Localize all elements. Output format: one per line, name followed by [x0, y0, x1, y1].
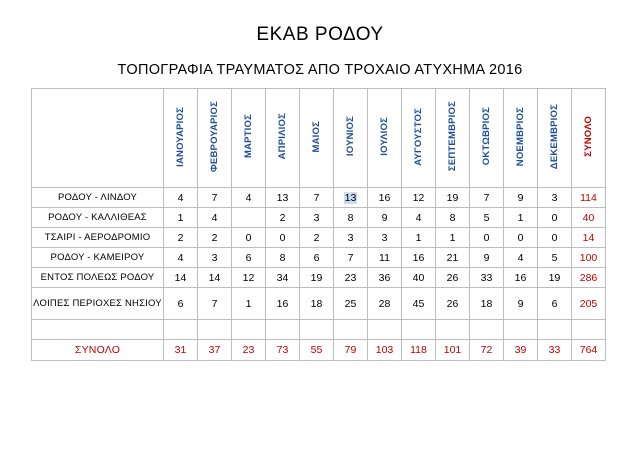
value-cell: 4	[504, 248, 538, 268]
value-cell: 4	[198, 208, 232, 228]
empty-cell	[504, 320, 538, 340]
value-cell: 26	[436, 288, 470, 320]
month-label: ΑΥΓΟΥΣΤΟΣ	[413, 107, 424, 166]
value-cell: 21	[436, 248, 470, 268]
value-cell: 55	[300, 340, 334, 361]
empty-cell	[198, 320, 232, 340]
value-cell	[334, 188, 368, 208]
table-row	[32, 268, 606, 288]
value-cell: 0	[470, 228, 504, 248]
header-month	[538, 89, 572, 188]
blank-row	[32, 320, 606, 340]
value-cell: 34	[266, 268, 300, 288]
header-month	[164, 89, 198, 188]
table-row	[32, 228, 606, 248]
value-cell: 37	[198, 340, 232, 361]
value-cell: 18	[300, 288, 334, 320]
value-cell: 79	[334, 340, 368, 361]
value-cell: 8	[334, 208, 368, 228]
value-cell: 6	[164, 288, 198, 320]
month-label: ΙΟΥΝΙΟΣ	[345, 116, 356, 157]
header-month	[470, 89, 504, 188]
value-cell: 16	[504, 268, 538, 288]
value-cell: 40	[402, 268, 436, 288]
value-cell: 0	[504, 228, 538, 248]
value-cell: 3	[198, 248, 232, 268]
header-month	[232, 89, 266, 188]
row-label: ΛΟΙΠΕΣ ΠΕΡΙΟΧΕΣ ΝΗΣΙΟΥ	[32, 288, 164, 320]
value-cell: 3	[368, 228, 402, 248]
month-label: ΔΕΚΕΜΒΡΙΟΣ	[549, 103, 560, 170]
value-cell: 18	[470, 288, 504, 320]
value-cell: 5	[470, 208, 504, 228]
month-label: ΜΑΡΤΙΟΣ	[243, 114, 254, 159]
header-month	[266, 89, 300, 188]
value-cell: 16	[402, 248, 436, 268]
value-cell: 1	[504, 208, 538, 228]
value-cell: 39	[504, 340, 538, 361]
value-cell: 4	[402, 208, 436, 228]
total-cell: 205	[572, 288, 606, 320]
value-cell: 9	[504, 288, 538, 320]
empty-cell	[334, 320, 368, 340]
total-row	[32, 340, 606, 361]
value-cell: 16	[368, 188, 402, 208]
month-label: ΦΕΒΡΟΥΑΡΙΟΣ	[209, 100, 220, 173]
value-cell: 0	[538, 228, 572, 248]
header-month	[402, 89, 436, 188]
value-cell: 0	[538, 208, 572, 228]
value-cell: 3	[334, 228, 368, 248]
value-cell	[232, 208, 266, 228]
value-cell: 8	[266, 248, 300, 268]
value-cell: 16	[266, 288, 300, 320]
row-label: ΡΟΔΟΥ - ΚΑΛΛΙΘΕΑΣ	[32, 208, 164, 228]
total-cell: 14	[572, 228, 606, 248]
header-month	[334, 89, 368, 188]
total-cell: 114	[572, 188, 606, 208]
empty-cell	[164, 320, 198, 340]
value-cell: 7	[470, 188, 504, 208]
month-label: ΟΚΤΩΒΡΙΟΣ	[481, 107, 492, 166]
value-cell: 31	[164, 340, 198, 361]
value-cell: 23	[232, 340, 266, 361]
value-cell: 45	[402, 288, 436, 320]
empty-cell	[232, 320, 266, 340]
value-cell: 19	[538, 268, 572, 288]
row-label: ΕΝΤΟΣ ΠΟΛΕΩΣ ΡΟΔΟΥ	[32, 268, 164, 288]
table-row	[32, 288, 606, 320]
value-cell: 2	[266, 208, 300, 228]
value-cell: 1	[164, 208, 198, 228]
value-cell: 26	[436, 268, 470, 288]
empty-cell	[436, 320, 470, 340]
table-row	[32, 208, 606, 228]
page-subtitle: ΤΟΠΟΓΡΑΦΙΑ ΤΡΑΥΜΑΤΟΣ ΑΠΟ ΤΡΟΧΑΙΟ ΑΤΥΧΗΜΑ 2016	[117, 62, 523, 78]
value-cell: 73	[266, 340, 300, 361]
value-cell: 36	[368, 268, 402, 288]
value-cell: 4	[164, 248, 198, 268]
month-label: ΙΟΥΛΙΟΣ	[379, 117, 390, 156]
value-cell: 14	[164, 268, 198, 288]
corner-cell	[32, 89, 164, 188]
header-month	[198, 89, 232, 188]
month-label: ΜΑΙΟΣ	[311, 120, 322, 153]
value-cell: 33	[470, 268, 504, 288]
total-cell: 286	[572, 268, 606, 288]
header-month	[504, 89, 538, 188]
value-cell: 118	[402, 340, 436, 361]
row-label: ΣΥΝΟΛΟ	[32, 340, 164, 361]
total-cell: 764	[572, 340, 606, 361]
empty-cell	[266, 320, 300, 340]
empty-cell	[402, 320, 436, 340]
total-cell: 40	[572, 208, 606, 228]
value-cell: 0	[232, 228, 266, 248]
value-cell: 6	[300, 248, 334, 268]
selected-value: 13	[344, 191, 357, 204]
row-label: ΤΣΑΙΡΙ - ΑΕΡΟΔΡΟΜΙΟ	[32, 228, 164, 248]
value-cell: 2	[300, 228, 334, 248]
value-cell: 1	[402, 228, 436, 248]
value-cell: 19	[436, 188, 470, 208]
value-cell: 7	[334, 248, 368, 268]
value-cell: 103	[368, 340, 402, 361]
month-label: ΝΟΕΜΒΡΙΟΣ	[515, 106, 526, 167]
total-cell: 100	[572, 248, 606, 268]
header-month	[436, 89, 470, 188]
value-cell: 9	[504, 188, 538, 208]
value-cell: 2	[198, 228, 232, 248]
value-cell: 13	[266, 188, 300, 208]
value-cell: 3	[300, 208, 334, 228]
empty-cell	[368, 320, 402, 340]
value-cell: 1	[436, 228, 470, 248]
value-cell: 7	[300, 188, 334, 208]
value-cell: 2	[164, 228, 198, 248]
table-row	[32, 248, 606, 268]
value-cell: 101	[436, 340, 470, 361]
value-cell: 6	[538, 288, 572, 320]
value-cell: 23	[334, 268, 368, 288]
value-cell: 28	[368, 288, 402, 320]
value-cell: 14	[198, 268, 232, 288]
value-cell: 9	[368, 208, 402, 228]
value-cell: 4	[232, 188, 266, 208]
empty-cell	[572, 320, 606, 340]
row-label: ΡΟΔΟΥ - ΚΑΜΕΙΡΟΥ	[32, 248, 164, 268]
value-cell: 11	[368, 248, 402, 268]
empty-cell	[32, 320, 164, 340]
value-cell: 19	[300, 268, 334, 288]
value-cell: 25	[334, 288, 368, 320]
header-month	[368, 89, 402, 188]
table-row	[32, 188, 606, 208]
month-label: ΣΕΠΤΕΜΒΡΙΟΣ	[447, 101, 458, 172]
value-cell: 0	[266, 228, 300, 248]
empty-cell	[538, 320, 572, 340]
value-cell: 4	[164, 188, 198, 208]
value-cell: 1	[232, 288, 266, 320]
empty-cell	[470, 320, 504, 340]
header-total	[572, 89, 606, 188]
value-cell: 9	[470, 248, 504, 268]
value-cell: 72	[470, 340, 504, 361]
value-cell: 6	[232, 248, 266, 268]
value-cell: 7	[198, 288, 232, 320]
data-table	[31, 88, 606, 361]
value-cell: 12	[232, 268, 266, 288]
empty-cell	[300, 320, 334, 340]
value-cell: 5	[538, 248, 572, 268]
month-label: ΑΠΡΙΛΙΟΣ	[277, 113, 288, 160]
value-cell: 3	[538, 188, 572, 208]
total-label: ΣΥΝΟΛΟ	[583, 116, 594, 157]
value-cell: 7	[198, 188, 232, 208]
page-title: ΕΚΑΒ ΡΟΔΟΥ	[256, 24, 384, 45]
header-month	[300, 89, 334, 188]
header-row	[32, 89, 606, 188]
value-cell: 8	[436, 208, 470, 228]
value-cell: 12	[402, 188, 436, 208]
month-label: ΙΑΝΟΥΑΡΙΟΣ	[175, 106, 186, 167]
row-label: ΡΟΔΟΥ - ΛΙΝΔΟΥ	[32, 188, 164, 208]
value-cell: 33	[538, 340, 572, 361]
